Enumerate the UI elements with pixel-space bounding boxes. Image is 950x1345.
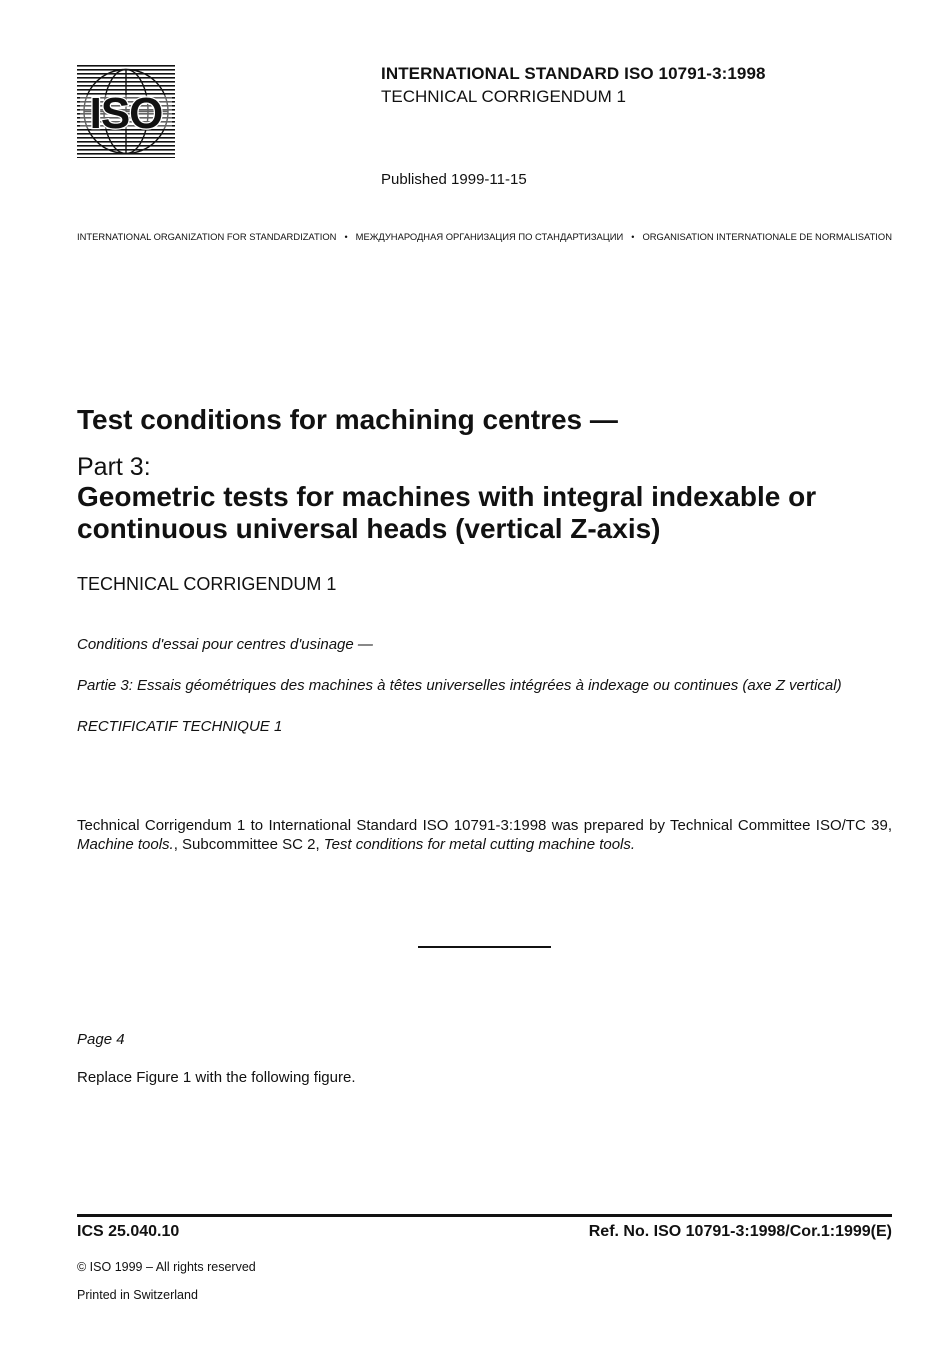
- committee-name: Machine tools.: [77, 836, 174, 853]
- part-title: Geometric tests for machines with integral indexable or continuous universal heads (vertical Z-axis): [77, 481, 817, 544]
- intro-text-2: , Subcommittee SC 2,: [173, 836, 324, 853]
- french-corrigendum: RECTIFICATIF TECHNIQUE 1: [77, 718, 283, 735]
- replacement-instruction: Replace Figure 1 with the following figure.: [77, 1069, 356, 1086]
- title-corrigendum: TECHNICAL CORRIGENDUM 1: [77, 574, 337, 594]
- ics-code: ICS 25.040.10: [77, 1223, 180, 1240]
- organization-names: [77, 231, 892, 242]
- iso-logo-text: ISO: [89, 89, 163, 138]
- iso-logo: [77, 65, 175, 158]
- french-part-title: Partie 3: Essais géométriques des machines à têtes universelles intégrées à indexage ou continues (axe Z vertical): [77, 677, 842, 694]
- corrigendum-label: TECHNICAL CORRIGENDUM 1: [381, 87, 626, 106]
- french-title: Conditions d'essai pour centres d'usinage —: [77, 636, 373, 653]
- footer-rule: [77, 1214, 892, 1217]
- iso-logo-icon: [77, 65, 175, 158]
- bullet-separator: •: [344, 231, 348, 242]
- section-divider: [418, 946, 551, 948]
- intro-text-1: Technical Corrigendum 1 to International Standard ISO 10791-3:1998 was prepared by Technical Committee ISO/TC 39,: [77, 817, 892, 834]
- intro-paragraph: [77, 816, 892, 854]
- org-name-en: INTERNATIONAL ORGANIZATION FOR STANDARDIZATION: [77, 231, 337, 242]
- bullet-separator: •: [631, 231, 635, 242]
- part-label: Part 3:: [77, 453, 151, 481]
- reference-number: Ref. No. ISO 10791-3:1998/Cor.1:1999(E): [588, 1223, 892, 1240]
- standard-number: INTERNATIONAL STANDARD ISO 10791-3:1998: [381, 64, 766, 83]
- org-name-fr: ORGANISATION INTERNATIONALE DE NORMALISATION: [642, 231, 892, 242]
- document-title: Test conditions for machining centres —: [77, 404, 618, 435]
- org-name-ru: МЕЖДУНАРОДНАЯ ОРГАНИЗАЦИЯ ПО СТАНДАРТИЗАЦИИ: [355, 231, 624, 242]
- copyright-notice: © ISO 1999 – All rights reserved: [77, 1260, 256, 1274]
- printed-location: Printed in Switzerland: [77, 1288, 198, 1302]
- subcommittee-name: Test conditions for metal cutting machine tools.: [323, 836, 636, 853]
- page-reference: Page 4: [77, 1031, 125, 1048]
- publication-date: Published 1999-11-15: [381, 171, 527, 188]
